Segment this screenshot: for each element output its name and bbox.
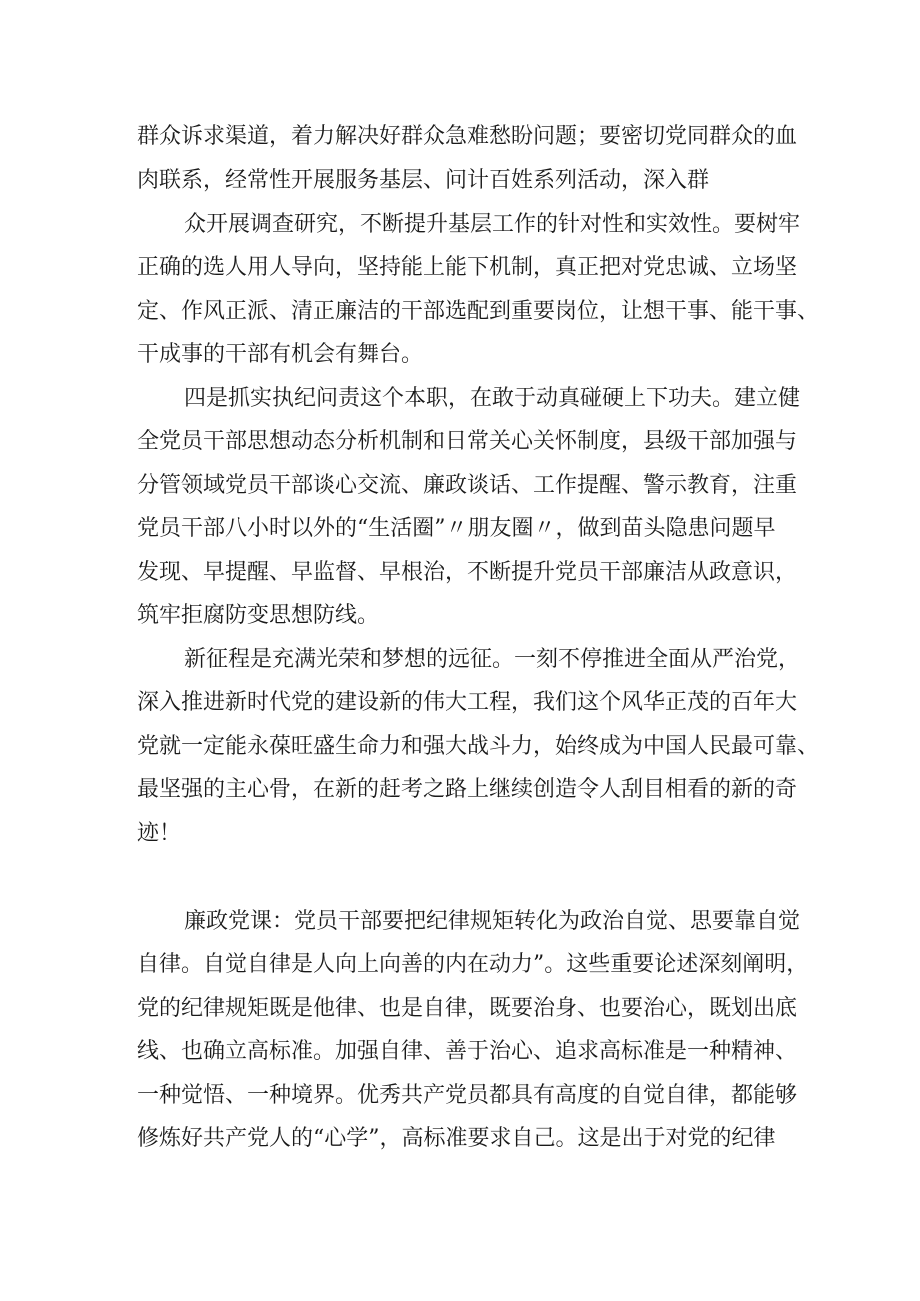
- text-line: 发现、早提醒、早监督、早根治，不断提升党员干部廉洁从政意识，: [137, 560, 798, 585]
- text-line: 深入推进新时代党的建设新的伟大工程，我们这个风华正茂的百年大: [137, 690, 798, 715]
- text-line: 四是抓实执纪问责这个本职，在敢于动真碰硬上下功夫。建立健: [184, 386, 801, 411]
- text-line: 修炼好共产党人的“心学”，高标准要求自己。这是出于对党的纪律: [137, 1126, 776, 1151]
- text-line: 正确的选人用人导向，坚持能上能下机制，真正把对党忠诚、立场坚: [137, 255, 798, 280]
- text-line: 一种觉悟、一种境界。优秀共产党员都具有高度的自觉自律，都能够: [137, 1083, 798, 1108]
- text-line: 干成事的干部有机会有舞台。: [137, 342, 424, 367]
- text-line: 众开展调查研究，不断提升基层工作的针对性和实效性。要树牢: [184, 212, 801, 237]
- text-line: 线、也确立高标准。加强自律、善于治心、追求高标准是一种精神、: [137, 1039, 798, 1064]
- text-line: 新征程是充满光荣和梦想的远征。一刻不停推进全面从严治党，: [184, 647, 801, 672]
- text-line: 定、作风正派、清正廉洁的干部选配到重要岗位，让想干事、能干事、: [137, 299, 820, 324]
- text-line: 筑牢拒腐防变思想防线。: [137, 603, 380, 628]
- text-line: 党就一定能永葆旺盛生命力和强大战斗力，始终成为中国人民最可靠、: [137, 734, 820, 759]
- text-line: 最坚强的主心骨，在新的赶考之路上继续创造令人刮目相看的新的奇: [137, 777, 798, 802]
- text-line: 群众诉求渠道，着力解决好群众急难愁盼问题；要密切党同群众的血: [137, 124, 798, 149]
- text-line: 党员干部八小时以外的“生活圈”〃朋友圈〃，做到苗头隐患问题早: [137, 516, 776, 541]
- text-line: 全党员干部思想动态分析机制和日常关心关怀制度，县级干部加强与: [137, 429, 798, 454]
- text-line: 自律。自觉自律是人向上向善的内在动力”。这些重要论述深刻阐明，: [137, 952, 809, 977]
- text-line: 党的纪律规矩既是他律、也是自律，既要治身、也要治心，既划出底: [137, 996, 798, 1021]
- text-line: 分管领域党员干部谈心交流、廉政谈话、工作提醒、警示教育，注重: [137, 473, 798, 498]
- text-line: 迹！: [137, 821, 182, 846]
- text-line: 肉联系，经常性开展服务基层、问计百姓系列活动，深入群: [137, 168, 710, 193]
- text-line: 廉政党课：党员干部要把纪律规矩转化为政治自觉、思要靠自觉: [184, 909, 801, 934]
